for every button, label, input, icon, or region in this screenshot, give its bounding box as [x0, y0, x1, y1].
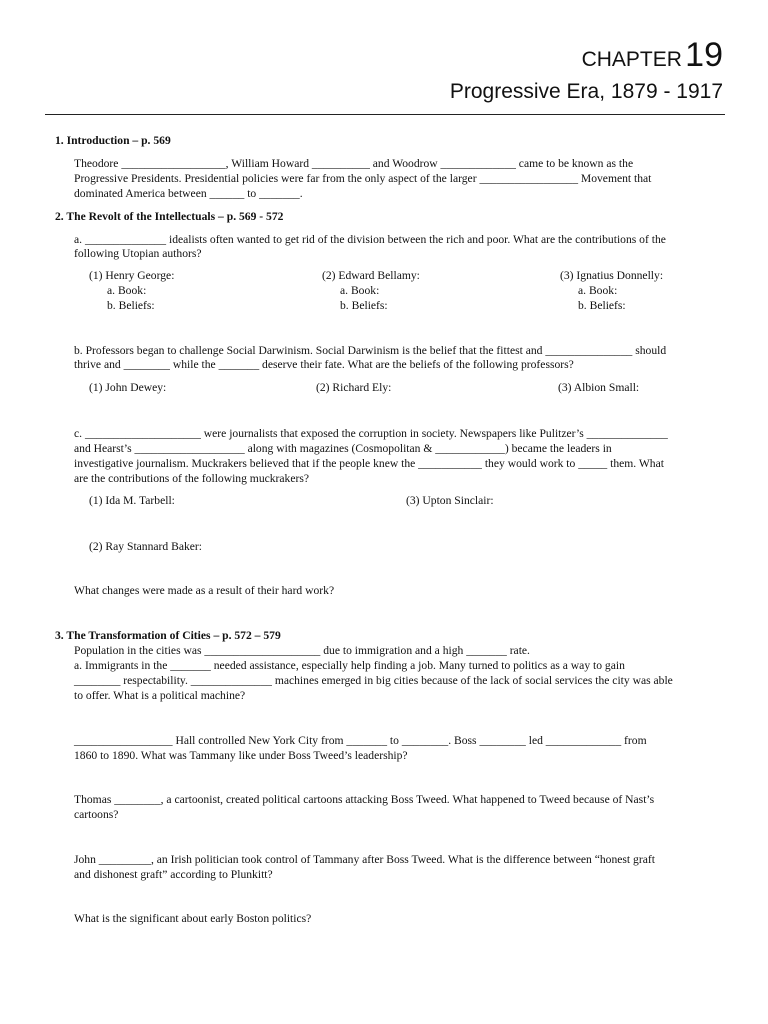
- section-3a-line-3: to offer. What is a political machine?: [74, 689, 246, 702]
- section-3a-line-1: a. Immigrants in the _______ needed assistance, especially help finding a job. Many turned to politics as a way to gain: [74, 659, 625, 672]
- section-3-heading: 3. The Transformation of Cities – p. 572 – 579: [55, 629, 281, 642]
- section-2c-line-2: and Hearst’s ___________________ along with magazines (Cosmopolitan & ____________) became the leaders in: [74, 442, 612, 455]
- section-2a-line-1: a. ______________ idealists often wanted to get rid of the division between the rich and poor. What are the contributions of the: [74, 233, 666, 246]
- author-edward-bellamy: (2) Edward Bellamy:: [322, 269, 420, 282]
- muckraker-ida-tarbell: (1) Ida M. Tarbell:: [89, 494, 175, 507]
- section-2-heading: 2. The Revolt of the Intellectuals – p. 569 - 572: [55, 210, 284, 223]
- plunkitt-line-1: John _________, an Irish politician took control of Tammany after Boss Tweed. What is the difference between “honest graft: [74, 853, 655, 866]
- author-ignatius-donnelly-book: a. Book:: [578, 284, 618, 297]
- chapter-number: 19: [685, 36, 723, 74]
- author-ignatius-donnelly-beliefs: b. Beliefs:: [578, 299, 626, 312]
- thomas-nast-line-2: cartoons?: [74, 808, 119, 821]
- section-3a-line-2: ________ respectability. ______________ machines emerged in big cities because of the lack of social services the city was able: [74, 674, 673, 687]
- header-divider: [45, 114, 725, 115]
- section-2-question: What changes were made as a result of their hard work?: [74, 584, 335, 597]
- section-2c-line-1: c. ____________________ were journalists that exposed the corruption in society. Newspapers like Pulitzer’s ______________: [74, 427, 668, 440]
- muckraker-ray-stannard-baker: (2) Ray Stannard Baker:: [89, 540, 203, 553]
- tammany-hall-line-1: _________________ Hall controlled New York City from _______ to ________. Boss ________ led _____________ from: [74, 734, 647, 747]
- author-henry-george-book: a. Book:: [107, 284, 147, 297]
- section-1-line-1: Theodore __________________, William Howard __________ and Woodrow _____________ came to be known as the: [74, 157, 634, 170]
- chapter-heading: [581, 36, 723, 74]
- chapter-word: CHAPTER: [581, 48, 682, 71]
- professor-john-dewey: (1) John Dewey:: [89, 381, 167, 394]
- section-2b-line-2: thrive and ________ while the _______ deserve their fate. What are the beliefs of the following professors?: [74, 358, 574, 371]
- chapter-subtitle: Progressive Era, 1879 - 1917: [449, 80, 723, 103]
- thomas-nast-line-1: Thomas ________, a cartoonist, created political cartoons attacking Boss Tweed. What happened to Tweed because of Nast’s: [74, 793, 655, 806]
- author-ignatius-donnelly: (3) Ignatius Donnelly:: [560, 269, 664, 282]
- section-2c-line-4: are the contributions of the following muckrakers?: [74, 472, 310, 485]
- author-henry-george: (1) Henry George:: [89, 269, 175, 282]
- author-henry-george-beliefs: b. Beliefs:: [107, 299, 155, 312]
- author-edward-bellamy-book: a. Book:: [340, 284, 380, 297]
- boston-politics-question: What is the significant about early Boston politics?: [74, 912, 312, 925]
- section-3-line-1: Population in the cities was ____________________ due to immigration and a high _______ rate.: [74, 644, 530, 657]
- section-2a-line-2: following Utopian authors?: [74, 247, 202, 260]
- section-1-heading: 1. Introduction – p. 569: [55, 134, 171, 147]
- section-1-line-3: dominated America between ______ to _______.: [74, 187, 303, 200]
- author-edward-bellamy-beliefs: b. Beliefs:: [340, 299, 388, 312]
- section-2b-line-1: b. Professors began to challenge Social Darwinism. Social Darwinism is the belief that the fittest and _______________ should: [74, 344, 667, 357]
- section-1-line-2: Progressive Presidents. Presidential policies were far from the only aspect of the larger _________________ Movement that: [74, 172, 652, 185]
- professor-albion-small: (3) Albion Small:: [558, 381, 640, 394]
- professor-richard-ely: (2) Richard Ely:: [316, 381, 392, 394]
- section-2c-line-3: investigative journalism. Muckrakers believed that if the people knew the ___________ they would work to _____ them. What: [74, 457, 664, 470]
- plunkitt-line-2: and dishonest graft” according to Plunkitt?: [74, 868, 273, 881]
- muckraker-upton-sinclair: (3) Upton Sinclair:: [406, 494, 494, 507]
- tammany-hall-line-2: 1860 to 1890. What was Tammany like under Boss Tweed’s leadership?: [74, 749, 408, 762]
